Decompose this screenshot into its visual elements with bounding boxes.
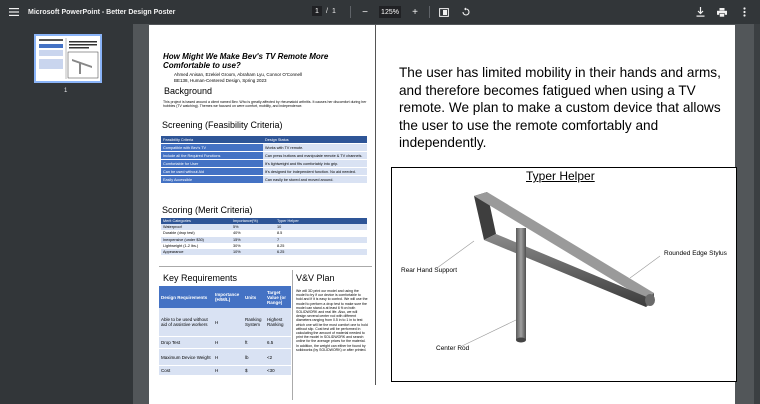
screening-heading: Screening (Feasibility Criteria) <box>162 120 283 130</box>
table-header-cell: Importance(%) <box>231 218 275 224</box>
page-separator: / <box>326 7 328 15</box>
table-header-cell: Design Requirements <box>159 286 213 308</box>
rotate-icon[interactable] <box>458 4 474 20</box>
toolbar-separator <box>350 6 351 18</box>
table-cell: 5% <box>233 225 239 230</box>
document-title: Microsoft PowerPoint - Better Design Poster <box>28 8 176 16</box>
table-cell: Able to be used without aid of assistive workers <box>159 308 213 337</box>
table-row <box>161 160 367 168</box>
scoring-table <box>161 218 367 255</box>
zoom-controls <box>350 4 474 20</box>
table-cell: 7 <box>277 237 280 242</box>
table-cell: Drop Test <box>159 337 213 349</box>
thumbnail-preview <box>36 36 100 81</box>
fit-page-icon[interactable] <box>436 4 452 20</box>
section-divider <box>292 270 293 400</box>
table-cell: Lightweight (1-2 lbs.) <box>163 243 199 248</box>
table-row <box>159 337 291 349</box>
table-header-cell: Design Status <box>263 136 367 144</box>
table-row <box>161 176 367 184</box>
table-cell: 40% <box>233 231 241 236</box>
print-icon[interactable] <box>714 4 730 20</box>
table-cell: 8.25 <box>277 243 285 248</box>
table-cell: Can easily be stored and moved around. <box>263 176 367 184</box>
table-header-cell: Units <box>243 286 265 308</box>
plus-icon[interactable]: + <box>412 6 418 18</box>
table-cell: lb <box>243 349 265 366</box>
table-cell: Include all the Required Functions <box>161 152 263 160</box>
problem-statement: The user has limited mobility in their hands and arms, and therefore becomes fatigued when using a TV remote. We plan to make a custom device that allows the user to use the remote comfortably and independently. <box>399 65 721 150</box>
vv-text: We will 3D print our model and using the model to try if our device is comfortable to hold and if it is easy to control. We will use the model to perform a drop test to make sure the model can stand a at least 6 ft on both SOLIDWORK and real life. Also, we will design several center rod with different diameters ranging from 0.5 in to 1 in to test which one will be the most comfort one to hold without slip. Cost test will be performed in calculating the amount of material needed to print the model in SOLIDWORK and search online for the average prices for the material. In addition, the weight can either be found by solidworks (by SOLIDWORK) or after printed. <box>296 289 368 352</box>
table-cell: Easily Accessible <box>161 176 263 184</box>
requirements-table <box>159 286 291 376</box>
table-cell: <2 <box>265 349 291 366</box>
table-cell: H <box>213 366 243 376</box>
table-header-cell: Feasibility Criteria <box>161 136 263 144</box>
table-header-cell: Target Value (or Range) <box>265 286 291 308</box>
background-heading: Background <box>164 86 213 96</box>
table-cell: Works with TV remote. <box>263 144 367 152</box>
feasibility-table <box>161 136 367 184</box>
table-row <box>161 152 367 160</box>
typer-helper-figure <box>391 167 737 382</box>
table-cell: Appearance <box>163 250 184 255</box>
section-divider <box>159 266 372 267</box>
table-row <box>161 168 367 176</box>
label-rear-hand-support: Rear Hand Support <box>401 267 458 274</box>
table-header-row <box>159 286 291 308</box>
zoom-level-input[interactable]: 125% <box>379 6 401 18</box>
thumbnail-sidebar <box>0 24 133 404</box>
table-row <box>161 144 367 152</box>
page-navigation <box>312 6 336 16</box>
table-header-cell: Typer Helper <box>275 218 367 224</box>
table-cell: Durable (drop test) <box>163 231 195 236</box>
table-cell: Can be used without Aid <box>161 168 263 176</box>
table-cell: $ <box>243 366 265 376</box>
table-cell: It's lightweight and fits comfortably into grip. <box>263 160 367 168</box>
table-cell: Waterproof <box>163 225 182 230</box>
table-header-cell: Merit Categories <box>161 218 231 224</box>
more-icon[interactable] <box>736 4 752 20</box>
page-number-input[interactable]: 1 <box>312 6 322 16</box>
minus-icon[interactable]: − <box>362 6 368 18</box>
scoring-heading: Scoring (Merit Criteria) <box>162 205 253 215</box>
toolbar-separator <box>429 6 430 18</box>
table-row <box>159 349 291 366</box>
background-text: This project is based around a client named Bev. Who is greatly affected by rheumatoid arthritis. It causes her discomfort during her hobbies (TV watching). Themes we focused on were comfort, mobility, and independence. <box>163 100 367 109</box>
poster-divider <box>375 25 376 385</box>
label-center-rod: Center Rod <box>436 345 470 352</box>
table-row <box>161 249 367 255</box>
table-cell: 10 <box>277 225 282 230</box>
table-cell: Cost <box>159 366 213 376</box>
poster-authors: Ahmed Anisan, Ezekiel Groom, Abraham Lyu, Connor O'Connell <box>174 72 303 77</box>
table-cell: H <box>213 308 243 337</box>
table-cell: Maximum Device Weight <box>159 349 213 366</box>
table-cell: H <box>213 349 243 366</box>
table-cell: <30 <box>265 366 291 376</box>
table-header-cell: Importance (H/M/L) <box>213 286 243 308</box>
vv-heading: V&V Plan <box>296 273 335 283</box>
table-cell: Comfortable for User <box>161 160 263 168</box>
pdf-toolbar <box>0 0 760 24</box>
table-cell: ft <box>243 337 265 349</box>
label-rounded-edge-stylus: Rounded Edge Stylus <box>664 250 727 257</box>
table-cell: Can press buttons and manipulate remote & TV channels. <box>263 152 367 160</box>
table-cell: 15% <box>233 237 241 242</box>
table-row <box>159 308 291 337</box>
table-cell: 10% <box>233 250 241 255</box>
requirements-heading: Key Requirements <box>163 273 238 283</box>
vertical-scrollbar[interactable] <box>754 24 760 404</box>
table-cell: 30% <box>233 243 241 248</box>
page-total: 1 <box>331 7 336 15</box>
thumbnail-page-number: 1 <box>64 88 68 94</box>
table-cell: 6.5 <box>265 337 291 349</box>
table-header-row <box>161 136 367 144</box>
figure-title: Typer Helper <box>526 169 595 183</box>
table-row <box>159 366 291 376</box>
table-cell: 8.5 <box>277 231 283 236</box>
table-cell: It's designed for independent function. No aid needed. <box>263 168 367 176</box>
download-icon[interactable] <box>692 4 708 20</box>
table-cell: Ranking System <box>243 308 265 337</box>
page-thumbnail[interactable] <box>34 34 102 83</box>
table-cell: 6.25 <box>277 250 285 255</box>
toolbar-actions <box>692 4 752 20</box>
poster-course: BE138, Human-Centered Design, Spring 2023 <box>174 78 267 83</box>
table-cell: Inexpensive (under $30) <box>163 237 204 242</box>
menu-icon[interactable] <box>6 4 22 20</box>
table-cell: H <box>213 337 243 349</box>
poster-title: How Might We Make Bev's TV Remote More Comfortable to use? <box>163 52 329 70</box>
table-cell: Highest Ranking <box>265 308 291 337</box>
table-cell: Compatible with Bev's TV <box>161 144 263 152</box>
